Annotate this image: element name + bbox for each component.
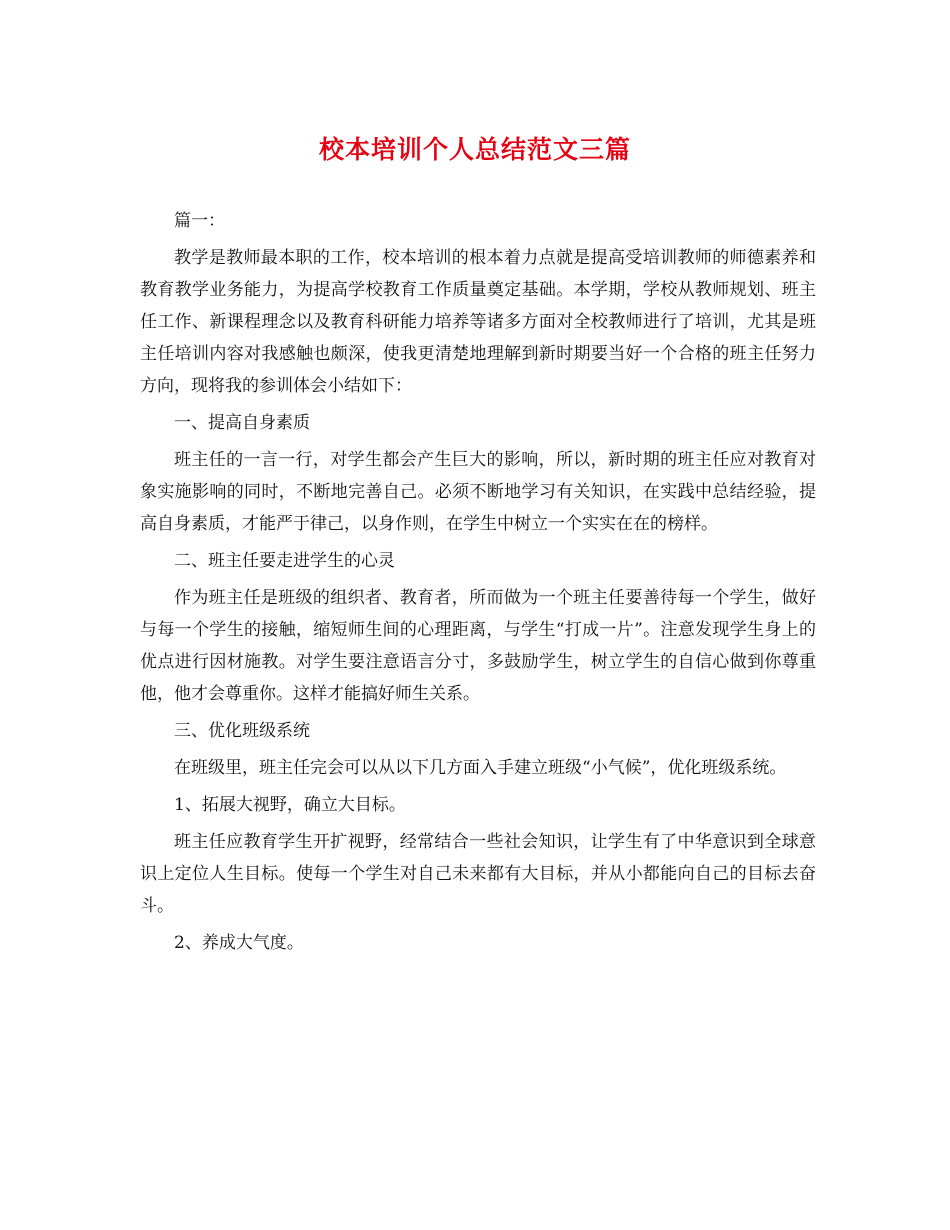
subsection-heading: 2、养成大气度。: [174, 933, 304, 953]
document-title: 校本培训个人总结范文三篇: [318, 135, 631, 164]
body-paragraph: 教学是教师最本职的工作，校本培训的根本着力点就是提高受培训教师的师德素养和教育教学业务能力，为提高学校教育工作质量奠定基础。本学期，学校从教师规划、班主任工作、新课程理念以及教育科研能力培养等诸多方面对全校教师进行了培训，尤其是班主任培训内容对我感触也颇深，使我更清楚地理解到新时期要当好一个合格的班主任努力方向，现将我的参训体会小结如下：: [140, 248, 816, 396]
body-paragraph: 班主任的一言一行，对学生都会产生巨大的影响，所以，新时期的班主任应对教育对象实施影响的同时，不断地完善自己。必须不断地学习有关知识，在实践中总结经验，提高自身素质，才能严于律己，以身作则，在学生中树立一个实实在在的榜样。: [140, 450, 816, 534]
body-paragraph: 班主任应教育学生开扩视野，经常结合一些社会知识，让学生有了中华意识到全球意识上定位人生目标。使每一个学生对自己未来都有大目标，并从小都能向自己的目标去奋斗。: [140, 832, 816, 916]
body-paragraph: 作为班主任是班级的组织者、教育者，所而做为一个班主任要善待每一个学生，做好与每一个学生的接触，缩短师生间的心理距离，与学生“打成一片”。注意发现学生身上的优点进行因材施教。对学生要注意语言分寸，多鼓励学生，树立学生的自信心做到你尊重他，他才会尊重你。这样才能搞好师生关系。: [140, 588, 816, 704]
section-label: 篇一：: [174, 211, 225, 231]
section-heading: 二、班主任要走进学生的心灵: [174, 551, 395, 571]
subsection-heading: 1、拓展大视野，确立大目标。: [174, 795, 406, 815]
section-heading: 三、优化班级系统: [174, 721, 310, 741]
section-heading: 一、提高自身素质: [174, 413, 310, 433]
document-body: [140, 205, 816, 964]
body-paragraph: 在班级里，班主任完会可以从以下几方面入手建立班级“小气候”，优化班级系统。: [174, 758, 787, 778]
